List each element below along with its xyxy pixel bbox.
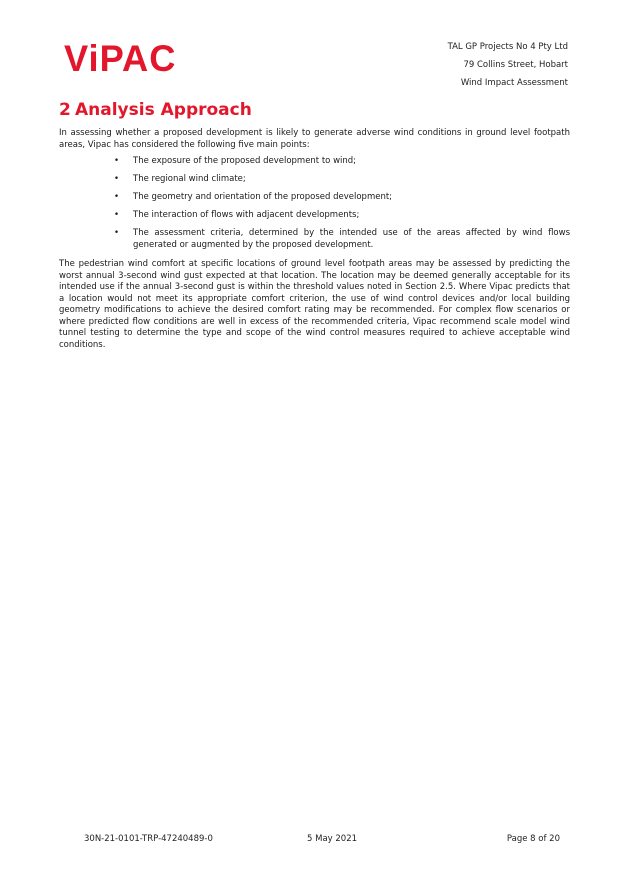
list-item: • The interaction of flows with adjacent developments; (59, 210, 570, 222)
list-item: • The regional wind climate; (59, 174, 570, 186)
footer-page-number: Page 8 of 20 (506, 834, 560, 844)
footer-doc-ref: 30N-21-0101-TRP-47240489-0 (84, 834, 213, 844)
body-paragraph: The pedestrian wind comfort at specific locations of ground level footpath areas may be assessed by predicting the worst annual 3-second wind gust expected at that location. The location may be deemed generally acceptable for its intended use if the annual 3-second gust is within the threshold values noted in Section 2.5. Where Vipac predicts that a location would not meet its appropriate comfort criterion, the use of wind control devices and/or local building geometry modifications to achieve the desired comfort rating may be recommended. For complex flow scenarios or where predicted flow conditions are well in excess of the recommended criteria, Vipac recommend scale model wind tunnel testing to determine the type and scope of the wind control measures required to achieve acceptable wind conditions. (59, 259, 570, 350)
header-address: 79 Collins Street, Hobart (463, 60, 568, 70)
header-report-type: Wind Impact Assessment (460, 78, 568, 88)
main-points-list (59, 156, 570, 258)
list-item: • The assessment criteria, determined by the intended use of the areas affected by wind flows generated or augmented by the proposed development. (59, 228, 570, 251)
section-title: Analysis Approach (75, 100, 252, 120)
list-item: • The geometry and orientation of the proposed development; (59, 192, 570, 204)
list-item: • The exposure of the proposed development to wind; (59, 156, 570, 168)
document-header (448, 38, 568, 92)
vipac-logo: ViPAC (64, 38, 177, 79)
intro-paragraph: In assessing whether a proposed development is likely to generate adverse wind conditions in ground level footpath areas, Vipac has considered the following five main points: (59, 128, 570, 150)
header-client: TAL GP Projects No 4 Pty Ltd (447, 42, 568, 52)
section-number: 2 (59, 100, 71, 120)
footer-date: 5 May 2021 (307, 834, 358, 844)
section-heading (59, 100, 252, 120)
